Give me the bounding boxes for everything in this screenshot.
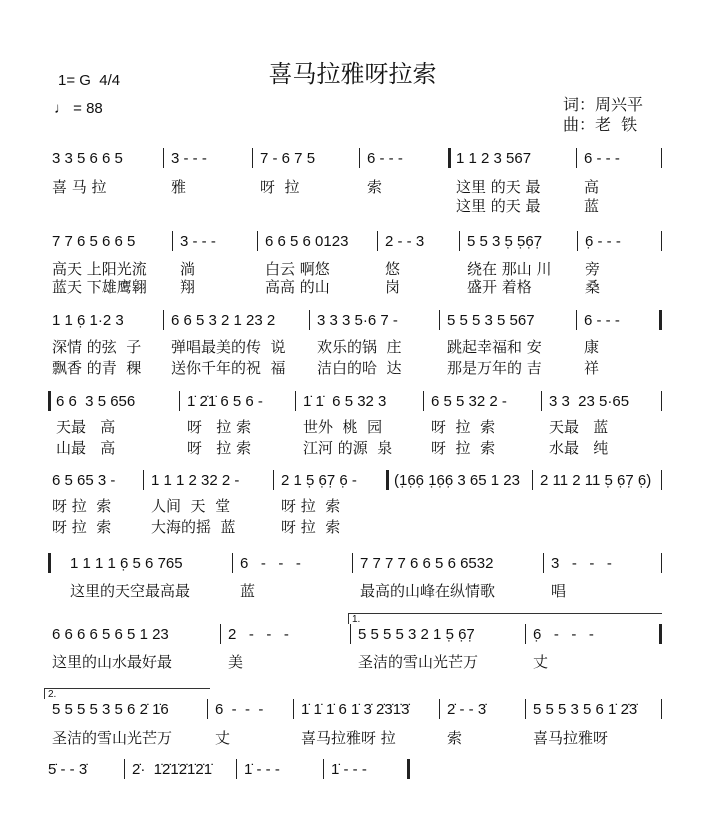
measure-notes: 2̇· 1̇2̇1̇2̇1̇2̇1̇ bbox=[132, 761, 213, 778]
measure-notes: 1 1 6̣ 1·2 3 bbox=[52, 312, 124, 329]
lyric-segment: 绕在 那山 川 bbox=[467, 260, 552, 278]
measure-notes: 5 5 5 3 5 567 bbox=[447, 312, 535, 329]
measure-notes: 7 - 6 7 5 bbox=[260, 150, 316, 167]
measure-notes: 5 5 3 5̣ 5̣6̣7̣ bbox=[467, 233, 543, 250]
barline bbox=[448, 148, 451, 168]
lyric-segment: 呀 拉 bbox=[260, 178, 300, 196]
measure-notes: 1̇ 1̇ 1̇ 6 1̇ 3̇ 2̇3̇1̇3̇ bbox=[301, 701, 410, 718]
measure-notes: 6 6 3 5 656 bbox=[56, 393, 136, 410]
lyric-segment: 淌 bbox=[180, 260, 196, 278]
barline bbox=[661, 231, 662, 251]
measure-notes: 5 5 5 5 3 5 6 2̇ 1̇6 bbox=[52, 701, 169, 718]
lyric-segment: 欢乐的锅 庄 bbox=[317, 338, 402, 356]
barline bbox=[525, 699, 526, 719]
measure-notes: 3 3 3 5·6 7 - bbox=[317, 312, 398, 329]
measure-notes: 1̇ - - - bbox=[244, 761, 280, 778]
repeat-start-barline bbox=[48, 553, 51, 573]
measure-notes: 3 - - - bbox=[171, 150, 207, 167]
barline bbox=[257, 231, 258, 251]
barline bbox=[295, 391, 296, 411]
barline bbox=[407, 759, 410, 779]
lyric-segment: 这里 的天 最 bbox=[456, 178, 541, 196]
barline bbox=[273, 470, 274, 490]
measure-notes: 6 - - - bbox=[367, 150, 403, 167]
barline bbox=[439, 699, 440, 719]
measure-notes: 5 5 5 5 3 2 1 5̣ 6̣7̣ bbox=[358, 626, 475, 643]
lyric-segment: 高天 上阳光流 bbox=[52, 260, 147, 278]
repeat-start-barline bbox=[48, 391, 51, 411]
composer-credit: 曲：老 铁 bbox=[563, 115, 638, 134]
measure-notes: 2 11 2 11 5̣ 6̣7̣ 6̣) bbox=[540, 472, 652, 489]
key-signature: 1= G 4/4 bbox=[58, 72, 121, 89]
lyric-segment: 飘香 的青 稞 bbox=[52, 359, 142, 377]
measure-notes: 1̇ - - - bbox=[331, 761, 367, 778]
barline bbox=[220, 624, 221, 644]
lyric-segment: 翔 bbox=[180, 278, 196, 296]
measure-notes: 3 3 23 5·65 bbox=[549, 393, 630, 410]
lyric-segment: 祥 bbox=[584, 359, 600, 377]
lyric-segment: 呀 拉 索 bbox=[52, 518, 112, 536]
lyric-segment: 那是万年的 吉 bbox=[447, 359, 542, 377]
barline bbox=[576, 310, 577, 330]
lyric-segment: 喜马拉雅呀 bbox=[533, 729, 609, 747]
tempo-marking: ♩ = 88 bbox=[54, 100, 103, 117]
measure-notes: (1̣6̣6̣ 1̣6̣6̣ 3 65 1 23 bbox=[394, 472, 520, 489]
lyric-segment: 圣洁的雪山光芒万 bbox=[52, 729, 173, 747]
measure-notes: 1̇ 1̇ 6 5 32 3 bbox=[303, 393, 387, 410]
barline bbox=[163, 148, 164, 168]
lyric-segment: 呀 拉 索 bbox=[52, 497, 112, 515]
barline bbox=[309, 310, 310, 330]
barline bbox=[661, 391, 662, 411]
barline bbox=[532, 470, 533, 490]
barline bbox=[323, 759, 324, 779]
barline bbox=[543, 553, 544, 573]
lyric-segment: 天最 蓝 bbox=[549, 418, 609, 436]
lyric-segment: 丈 bbox=[533, 653, 549, 671]
measure-notes: 3 3 5 6 6 5 bbox=[52, 150, 123, 167]
barline bbox=[459, 231, 460, 251]
measure-notes: 6 - - - bbox=[215, 701, 264, 718]
volta-1-label: 1. bbox=[352, 614, 361, 625]
lyric-segment: 山最 高 bbox=[56, 439, 116, 457]
lyric-segment: 桑 bbox=[585, 278, 601, 296]
barline bbox=[252, 148, 253, 168]
barline bbox=[232, 553, 233, 573]
barline bbox=[143, 470, 144, 490]
measure-notes: 6 6 5 6 0123 bbox=[265, 233, 349, 250]
barline bbox=[179, 391, 180, 411]
lyric-segment: 丈 bbox=[215, 729, 231, 747]
barline bbox=[124, 759, 125, 779]
measure-notes: 1 1 2 3 567 bbox=[456, 150, 532, 167]
measure-notes: 6 - - - bbox=[584, 150, 620, 167]
barline bbox=[293, 699, 294, 719]
lyric-segment: 高 bbox=[584, 178, 600, 196]
lyric-segment: 呀 拉 索 bbox=[187, 439, 252, 457]
barline bbox=[163, 310, 164, 330]
lyric-segment: 呀 拉 索 bbox=[281, 497, 341, 515]
barline bbox=[577, 231, 578, 251]
barline bbox=[659, 624, 662, 644]
lyric-segment: 索 bbox=[367, 178, 383, 196]
lyric-segment: 跳起幸福和 安 bbox=[447, 338, 542, 356]
barline bbox=[377, 231, 378, 251]
measure-notes: 1 1 1 2 32 2 - bbox=[151, 472, 240, 489]
barline bbox=[439, 310, 440, 330]
lyric-segment: 圣洁的雪山光芒万 bbox=[358, 653, 479, 671]
lyric-segment: 水最 纯 bbox=[549, 439, 609, 457]
barline bbox=[359, 148, 360, 168]
measure-notes: 1̇ 2̇1̇ 6 5 6 - bbox=[187, 393, 263, 410]
barline bbox=[525, 624, 526, 644]
measure-notes: 5̇ - - 3̇ bbox=[48, 761, 88, 778]
lyric-segment: 雅 bbox=[171, 178, 187, 196]
lyric-segment: 送你千年的祝 福 bbox=[171, 359, 286, 377]
lyric-segment: 盛开 着格 bbox=[467, 278, 532, 296]
barline bbox=[350, 624, 351, 644]
volta-2-label: 2. bbox=[48, 689, 57, 700]
volta-2-bracket bbox=[44, 688, 210, 699]
measure-notes: 6 - - - bbox=[584, 312, 620, 329]
barline bbox=[661, 553, 662, 573]
lyric-segment: 这里的天空最高最 bbox=[70, 582, 191, 600]
lyric-segment: 大海的摇 蓝 bbox=[151, 518, 236, 536]
lyricist-credit: 词：周兴平 bbox=[563, 95, 644, 114]
lyric-segment: 蓝 bbox=[240, 582, 256, 600]
lyric-segment: 蓝 bbox=[584, 197, 600, 215]
lyric-segment: 美 bbox=[228, 653, 244, 671]
barline bbox=[386, 470, 389, 490]
measure-notes: 6 6 6 6 5 6 5 1 23 bbox=[52, 626, 169, 643]
barline bbox=[576, 148, 577, 168]
measure-notes: 6̣ - - - bbox=[533, 626, 594, 643]
lyric-segment: 深情 的弦 子 bbox=[52, 338, 142, 356]
lyric-segment: 弹唱最美的传 说 bbox=[171, 338, 286, 356]
measure-notes: 6 6 5 3 2 1 23 2 bbox=[171, 312, 276, 329]
measure-notes: 2 - - 3 bbox=[385, 233, 425, 250]
lyric-segment: 索 bbox=[447, 729, 463, 747]
measure-notes: 3 - - - bbox=[180, 233, 216, 250]
lyric-segment: 悠 bbox=[385, 260, 401, 278]
lyric-segment: 岗 bbox=[385, 278, 401, 296]
lyric-segment: 呀 拉 索 bbox=[187, 418, 252, 436]
lyric-segment: 人间 天 堂 bbox=[151, 497, 231, 515]
lyric-segment: 呀 拉 索 bbox=[431, 439, 496, 457]
lyric-segment: 天最 高 bbox=[56, 418, 116, 436]
lyric-segment: 洁白的哈 达 bbox=[317, 359, 402, 377]
measure-notes: 2̇ - - 3̇ bbox=[447, 701, 487, 718]
lyric-segment: 蓝天 下雄鹰翱 bbox=[52, 278, 147, 296]
barline bbox=[352, 553, 353, 573]
lyric-segment: 江河 的源 泉 bbox=[303, 439, 393, 457]
barline bbox=[541, 391, 542, 411]
barline bbox=[659, 310, 662, 330]
song-title: 喜马拉雅呀拉索 bbox=[268, 60, 437, 88]
measure-notes: 6 5 65 3 - bbox=[52, 472, 116, 489]
measure-notes: 6 5 5 32 2 - bbox=[431, 393, 507, 410]
measure-notes: 5 5 5 3 5 6 1̇ 2̇3̇ bbox=[533, 701, 638, 718]
barline bbox=[172, 231, 173, 251]
lyric-segment: 旁 bbox=[585, 260, 601, 278]
measure-notes: 7 7 6 5 6 6 5 bbox=[52, 233, 136, 250]
measure-notes: 6 - - - bbox=[240, 555, 301, 572]
barline bbox=[423, 391, 424, 411]
lyric-segment: 世外 桃 园 bbox=[303, 418, 383, 436]
lyric-segment: 呀 拉 索 bbox=[431, 418, 496, 436]
lyric-segment: 这里的山水最好最 bbox=[52, 653, 173, 671]
barline bbox=[661, 148, 662, 168]
measure-notes: 6̣ - - - bbox=[585, 233, 621, 250]
barline bbox=[236, 759, 237, 779]
lyric-segment: 喜马拉雅呀 拉 bbox=[301, 729, 396, 747]
measure-notes: 2 1 5̣ 6̣7̣ 6̣ - bbox=[281, 472, 357, 489]
lyric-segment: 呀 拉 索 bbox=[281, 518, 341, 536]
lyric-segment: 高高 的山 bbox=[265, 278, 330, 296]
barline bbox=[661, 699, 662, 719]
barline bbox=[661, 470, 662, 490]
lyric-segment: 最高的山峰在纵情歌 bbox=[360, 582, 496, 600]
lyric-segment: 喜 马 拉 bbox=[52, 178, 107, 196]
lyric-segment: 白云 啊悠 bbox=[265, 260, 330, 278]
measure-notes: 2 - - - bbox=[228, 626, 289, 643]
measure-notes: 3 - - - bbox=[551, 555, 612, 572]
measure-notes: 1 1 1 1 6̣ 5 6 765 bbox=[70, 555, 183, 572]
volta-1-bracket bbox=[348, 613, 662, 624]
barline bbox=[207, 699, 208, 719]
lyric-segment: 康 bbox=[584, 338, 600, 356]
lyric-segment: 唱 bbox=[551, 582, 567, 600]
lyric-segment: 这里 的天 最 bbox=[456, 197, 541, 215]
measure-notes: 7 7 7 7 6 6 5 6 6532 bbox=[360, 555, 494, 572]
